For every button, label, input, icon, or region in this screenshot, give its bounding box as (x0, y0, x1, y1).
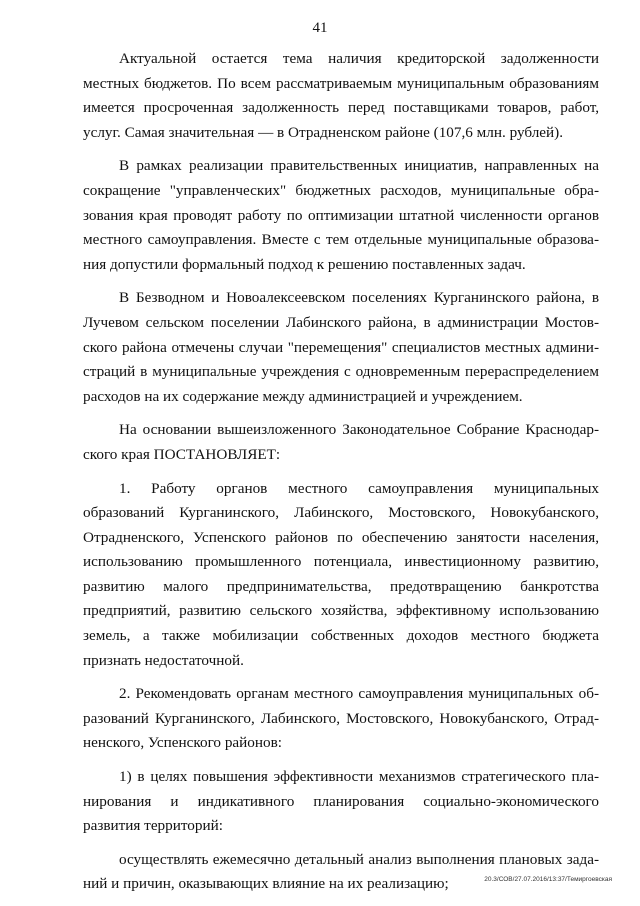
paragraph-item-1: 1. Работу органов местного самоуправления муниципальных образований Курганинского, Лабинского, Мостовского, Новокубанского, Отрадненского, Успенского районов по обеспечению занятости населения, использованию промышленного потенциала, инвестиционному развитию, развитию малого предпринимательства, предотвращению банкротства предприятий, развитию сельского хозяйства, эффективному использованию земель, а также мобилизации собственных доходов местного бюджета признать недостаточной. (83, 479, 599, 669)
paragraph-monthly-analysis: осуществлять ежемесячно детальный анализ выполнения плановых заданий и причин, оказывающих влияние на их реализацию; (83, 850, 599, 893)
paragraph-staff-transfers: В Безводном и Новоалексеевском поселениях Курганинского района, в Лучевом сельском поселении Лабинского района, в администрации Мостовского района отмечены случаи "перемещения" специалистов местных администраций в муниципальные учреждения с одновременным перераспределением расходов на их содержание между администрацией и учреждением. (83, 289, 599, 405)
paragraph-item-2: 2. Рекомендовать органам местного самоуправления муниципальных образований Курганинского, Лабинского, Мостовского, Новокубанского, Отрадненского, Успенского районов: (83, 685, 599, 752)
paragraph-resolution-intro: На основании вышеизложенного Законодательное Собрание Краснодарского края ПОСТАНОВЛЯЕТ: (83, 421, 599, 463)
paragraph-government-initiatives: В рамках реализации правительственных инициатив, направленных на сокращение "управленческих" бюджетных расходов, муниципальные образования края проводят работу по оптимизации штатной численности органов местного самоуправления. Вместе с тем отдельные муниципальные образования допустили формальный подход к решению поставленных задач. (83, 157, 599, 273)
paragraph-creditor-debt: Актуальной остается тема наличия кредиторской задолженности местных бюджетов. По всем рассматриваемым муниципальным образованиям имеется просроченная задолженность перед поставщиками товаров, работ, услуг. Самая значительная — в Отрадненском районе (107,6 млн. рублей). (83, 50, 599, 141)
paragraph-subitem-1: 1) в целях повышения эффективности механизмов стратегического планирования и индикативного планирования социально-экономического развития территорий: (83, 768, 599, 835)
footer-stamp: 20.3/СОВ/27.07.2016/13:37/Темиргоевская (484, 876, 612, 883)
page-number: 41 (312, 20, 328, 36)
document-body (83, 47, 599, 906)
